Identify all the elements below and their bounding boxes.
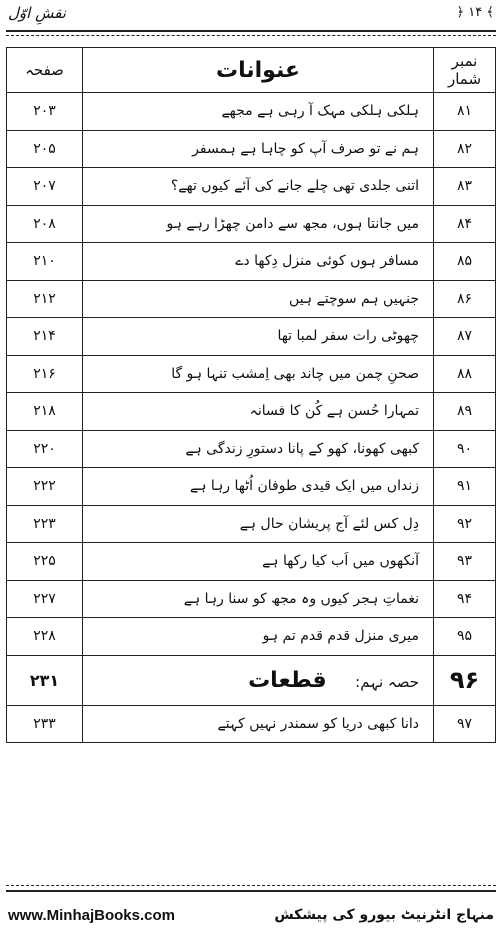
footer-website: www.MinhajBooks.com [8,907,175,924]
row-number: ۹۷ [434,705,496,743]
row-title: چھوٹی رات سفر لمبا تھا [83,318,434,356]
row-page: ۲۱۲ [7,280,83,318]
row-title: ہلکی ہلکی مہک آ رہی ہے مجھے [83,93,434,131]
row-number: ۹۴ [434,580,496,618]
row-page: ۲۲۲ [7,468,83,506]
table-row [7,205,496,243]
page-header [0,0,502,34]
contents-table [6,47,496,743]
table-row [7,505,496,543]
row-number: ۹۵ [434,618,496,656]
row-title: زنداں میں ایک قیدی طوفان اُٹھا رہا ہے [83,468,434,506]
section-title-cell [83,655,434,705]
footer-dashed-rule [6,885,496,886]
row-page: ۲۱۴ [7,318,83,356]
section-row [7,655,496,705]
row-title: اتنی جلدی تھی چلے جانے کی آئے کیوں تھے؟ [83,168,434,206]
row-page: ۲۲۷ [7,580,83,618]
table-row [7,93,496,131]
row-page: ۲۳۳ [7,705,83,743]
table-row [7,355,496,393]
table-row [7,580,496,618]
column-header-page: صفحہ [7,48,83,93]
row-number: ۸۲ [434,130,496,168]
row-number: ۸۸ [434,355,496,393]
row-page: ۲۱۰ [7,243,83,281]
row-page: ۲۲۰ [7,430,83,468]
row-number: ۸۹ [434,393,496,431]
table-row [7,430,496,468]
row-title: تمہارا حُسن ہے کُن کا فسانہ [83,393,434,431]
page-footer [0,885,502,950]
row-title: میری منزل قدم قدم تم ہو [83,618,434,656]
column-header-title: عنوانات [83,48,434,93]
table-row [7,393,496,431]
section-label: حصہ نہم: [355,672,419,691]
header-rule [6,30,496,32]
row-number: ۹۰ [434,430,496,468]
row-page: ۲۲۳ [7,505,83,543]
section-page: ۲۳۱ [7,655,83,705]
page-marker: ﴿ ۱۴ ﴾ [456,5,494,20]
row-number: ۸۴ [434,205,496,243]
table-row [7,543,496,581]
row-title: میں جانتا ہوں، مجھ سے دامن چھڑا رہے ہو [83,205,434,243]
row-title: نغماتِ ہجر کیوں وہ مجھ کو سنا رہا ہے [83,580,434,618]
row-number: ۸۳ [434,168,496,206]
row-number: ۹۱ [434,468,496,506]
row-page: ۲۱۸ [7,393,83,431]
table-row [7,168,496,206]
column-header-number: نمبر شمار [434,48,496,93]
book-title: نقشِ اوّل [8,4,66,22]
row-page: ۲۲۸ [7,618,83,656]
row-number: ۸۷ [434,318,496,356]
table-row [7,468,496,506]
row-title: جنہیں ہم سوچتے ہیں [83,280,434,318]
row-title: مسافر ہوں کوئی منزل دِکھا دے [83,243,434,281]
row-title: ہم نے تو صرف آپ کو چاہا ہے ہمسفر [83,130,434,168]
row-page: ۲۲۵ [7,543,83,581]
footer-presenter: منہاج انٹرنیٹ بیورو کی پیشکش [274,907,494,923]
section-heading: قطعات [248,667,327,693]
row-page: ۲۰۳ [7,93,83,131]
row-page: ۲۰۵ [7,130,83,168]
row-number: ۸۶ [434,280,496,318]
row-title: آنکھوں میں اَب کیا رکھا ہے [83,543,434,581]
table-row [7,618,496,656]
row-title: کبھی کھونا، کھو کے پانا دستورِ زندگی ہے [83,430,434,468]
row-title: دِل کس لئے آج پریشان حال ہے [83,505,434,543]
row-title: صحنِ چمن میں چاند بھی اِمشب تنہا ہو گا [83,355,434,393]
table-row [7,318,496,356]
header-dashed-rule [6,35,496,36]
row-number: ۹۲ [434,505,496,543]
row-number: ۸۵ [434,243,496,281]
row-page: ۲۰۷ [7,168,83,206]
row-page: ۲۱۶ [7,355,83,393]
table-row [7,243,496,281]
table-row [7,130,496,168]
section-number: ۹۶ [434,655,496,705]
row-number: ۹۳ [434,543,496,581]
row-number: ۸۱ [434,93,496,131]
table-header-row [7,48,496,93]
table-row [7,705,496,743]
row-title: دانا کبھی دریا کو سمندر نہیں کہتے [83,705,434,743]
footer-rule [6,890,496,892]
row-page: ۲۰۸ [7,205,83,243]
table-row [7,280,496,318]
